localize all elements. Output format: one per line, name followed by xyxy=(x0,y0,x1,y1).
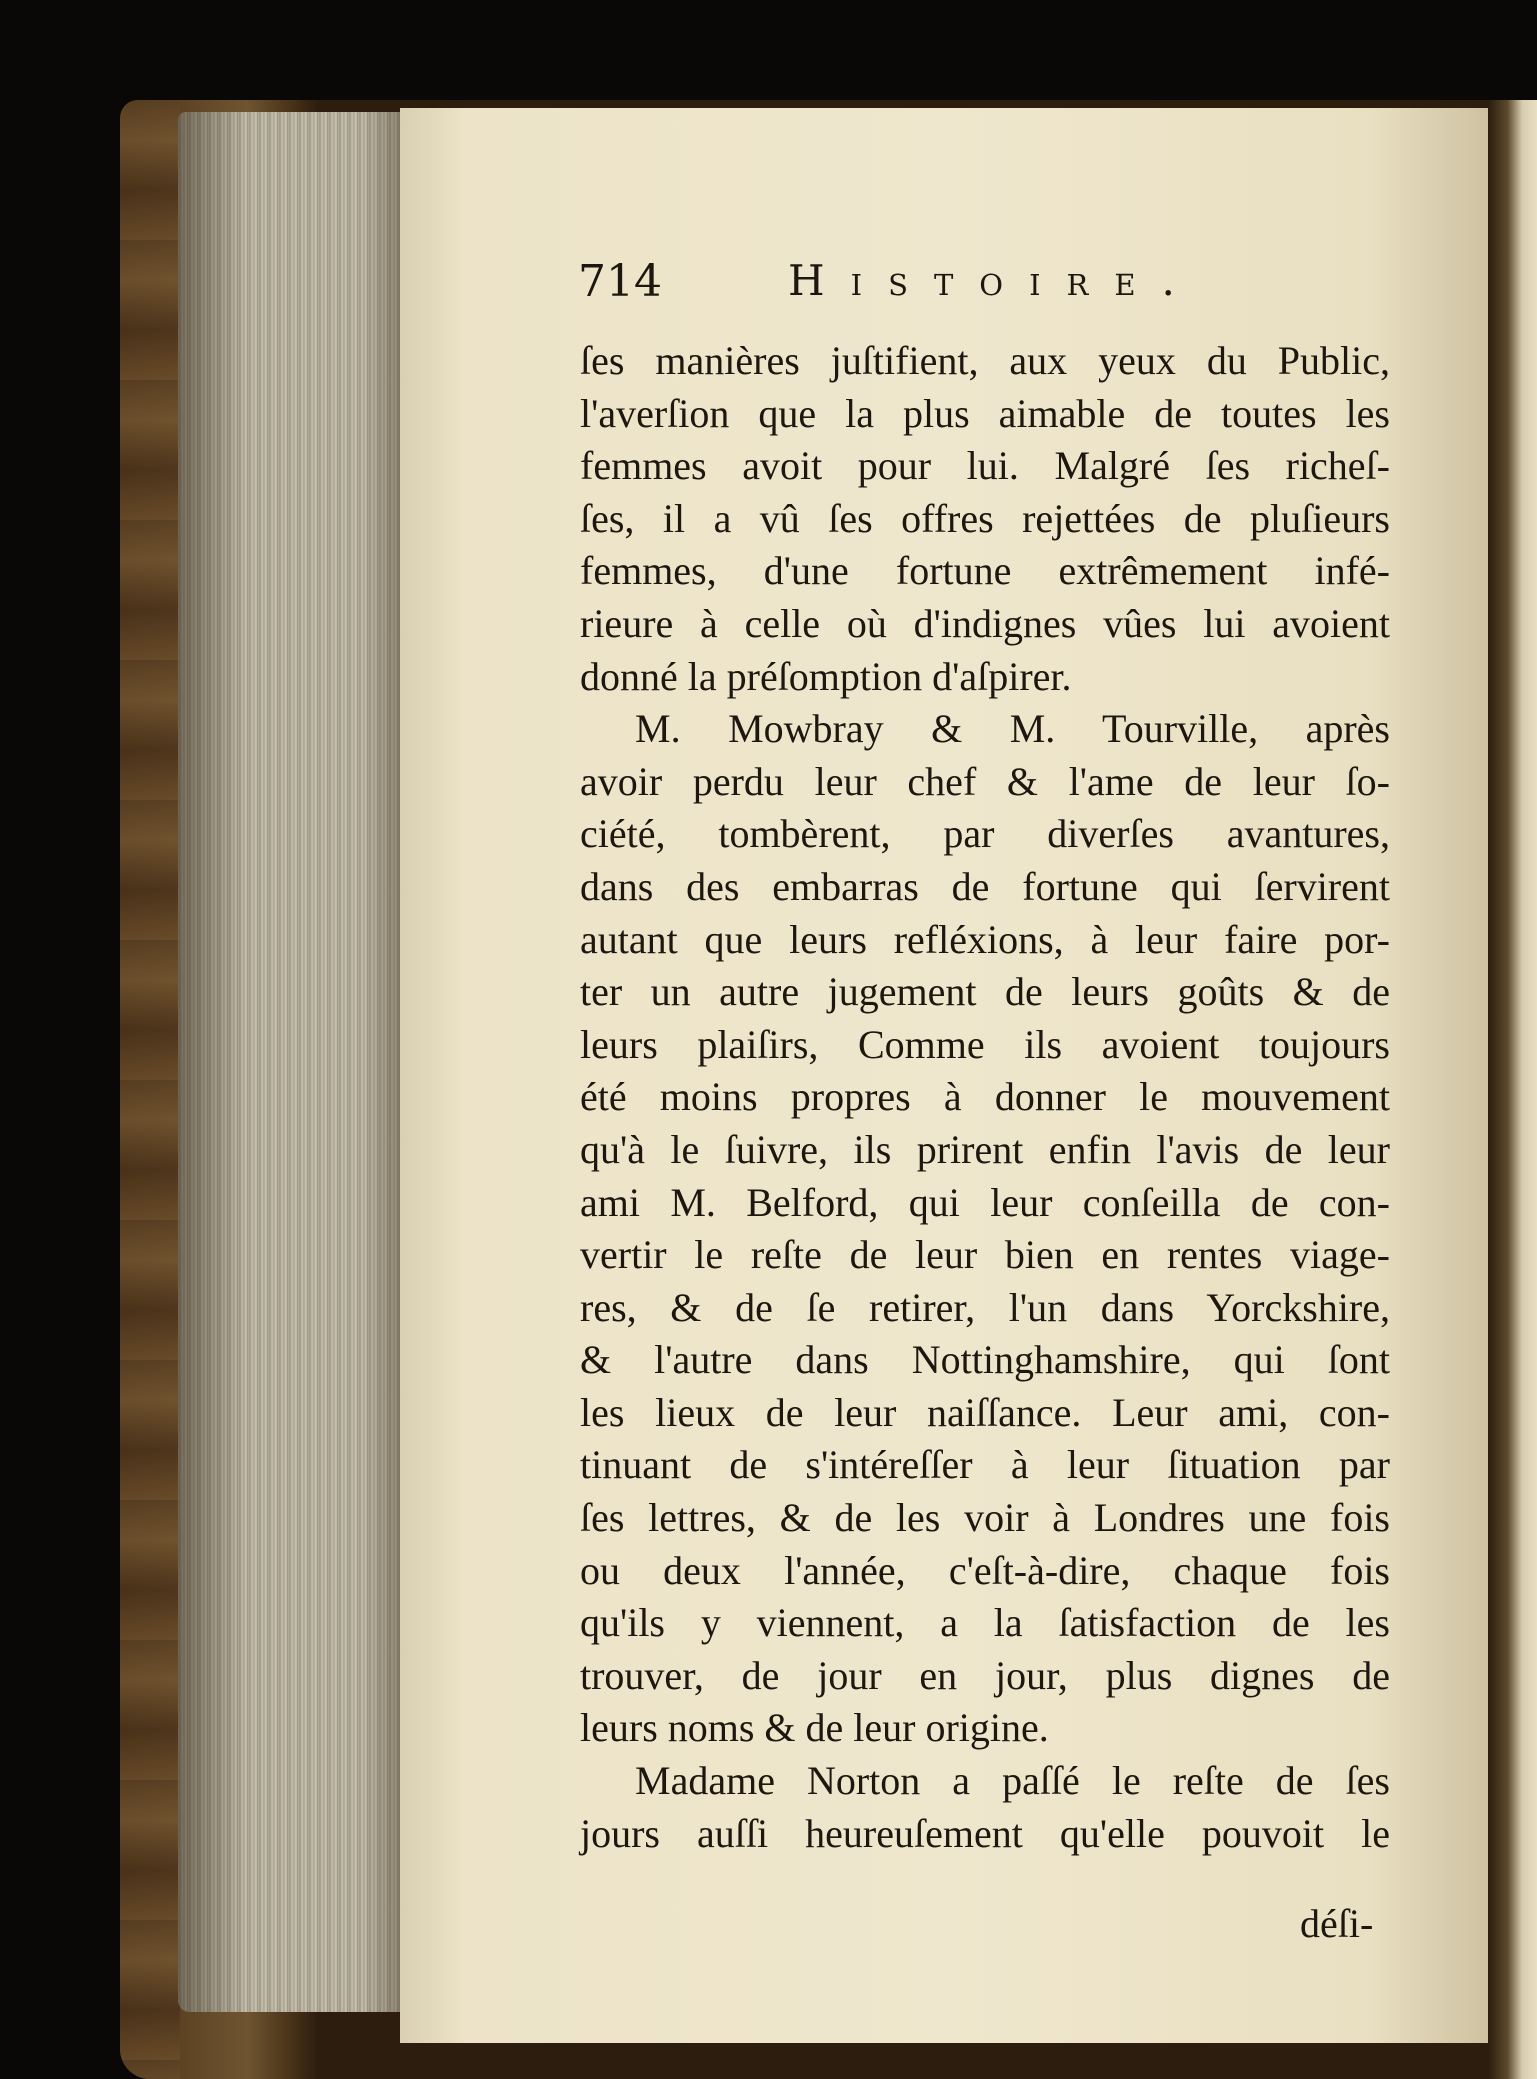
text-line: femmes avoit pour lui. Malgré ſes richeſ- xyxy=(580,443,1390,489)
text-line: trouver, de jour en jour, plus dignes de xyxy=(580,1652,1390,1698)
text-line: femmes, d'une fortune extrêmement infé- xyxy=(580,548,1390,594)
page-number: 714 xyxy=(578,256,662,307)
text-line: ſes lettres, & de les voir à Londres une fois xyxy=(580,1495,1390,1541)
text-line: avoir perdu leur chef & l'ame de leur ſo- xyxy=(580,758,1390,804)
text-line: dans des embarras de fortune qui ſervirent xyxy=(580,863,1390,909)
text-line: rieure à celle où d'indignes vûes lui avoient xyxy=(580,600,1390,646)
text-line: M. Mowbray & M. Tourville, après xyxy=(635,706,1390,752)
text-line: tinuant de s'intéreſſer à leur ſituation par xyxy=(580,1442,1390,1488)
text-line: l'averſion que la plus aimable de toutes les xyxy=(580,390,1390,436)
text-line: qu'à le ſuivre, ils prirent enfin l'avis de leur xyxy=(580,1126,1390,1172)
text-line: ter un autre jugement de leurs goûts & de xyxy=(580,969,1390,1015)
text-line: ſes manières juſtifient, aux yeux du Public, xyxy=(580,338,1390,383)
text-line: qu'ils y viennent, a la ſatisfaction de les xyxy=(580,1600,1390,1646)
text-line: jours auſſi heureuſement qu'elle pouvoit le xyxy=(580,1810,1390,1856)
book-spine xyxy=(120,100,180,2079)
text-line: Madame Norton a paſſé le reſte de ſes xyxy=(635,1758,1390,1804)
page-edges-shadow xyxy=(178,112,408,2012)
text-line: autant que leurs refléxions, à leur faire por- xyxy=(580,916,1390,962)
text-line: & l'autre dans Nottinghamshire, qui ſont xyxy=(580,1337,1390,1383)
running-title: Histoire. xyxy=(788,256,1201,305)
text-line: leurs plaiſirs, Comme ils avoient toujours xyxy=(580,1021,1390,1067)
text-line: res, & de ſe retirer, l'un dans Yorckshire, xyxy=(580,1284,1390,1330)
text-line: les lieux de leur naiſſance. Leur ami, con- xyxy=(580,1389,1390,1435)
text-line: ciété, tombèrent, par diverſes avantures, xyxy=(580,811,1390,857)
body-text xyxy=(580,335,1390,1860)
page-gutter xyxy=(1488,100,1537,2079)
text-line: ou deux l'année, c'eſt-à-dire, chaque fois xyxy=(580,1547,1390,1593)
text-line: leurs noms & de leur origine. xyxy=(580,1705,1049,1751)
text-line: ami M. Belford, qui leur conſeilla de con- xyxy=(580,1179,1390,1225)
catchword: déſi- xyxy=(1300,1901,1374,1946)
text-line: ſes, il a vû ſes offres rejettées de pluſieurs xyxy=(580,495,1390,541)
text-line: vertir le reſte de leur bien en rentes viage- xyxy=(580,1232,1390,1278)
text-line: donné la préſomption d'aſpirer. xyxy=(580,653,1072,699)
text-line: été moins propres à donner le mouvement xyxy=(580,1074,1390,1120)
page-header xyxy=(578,250,1408,320)
